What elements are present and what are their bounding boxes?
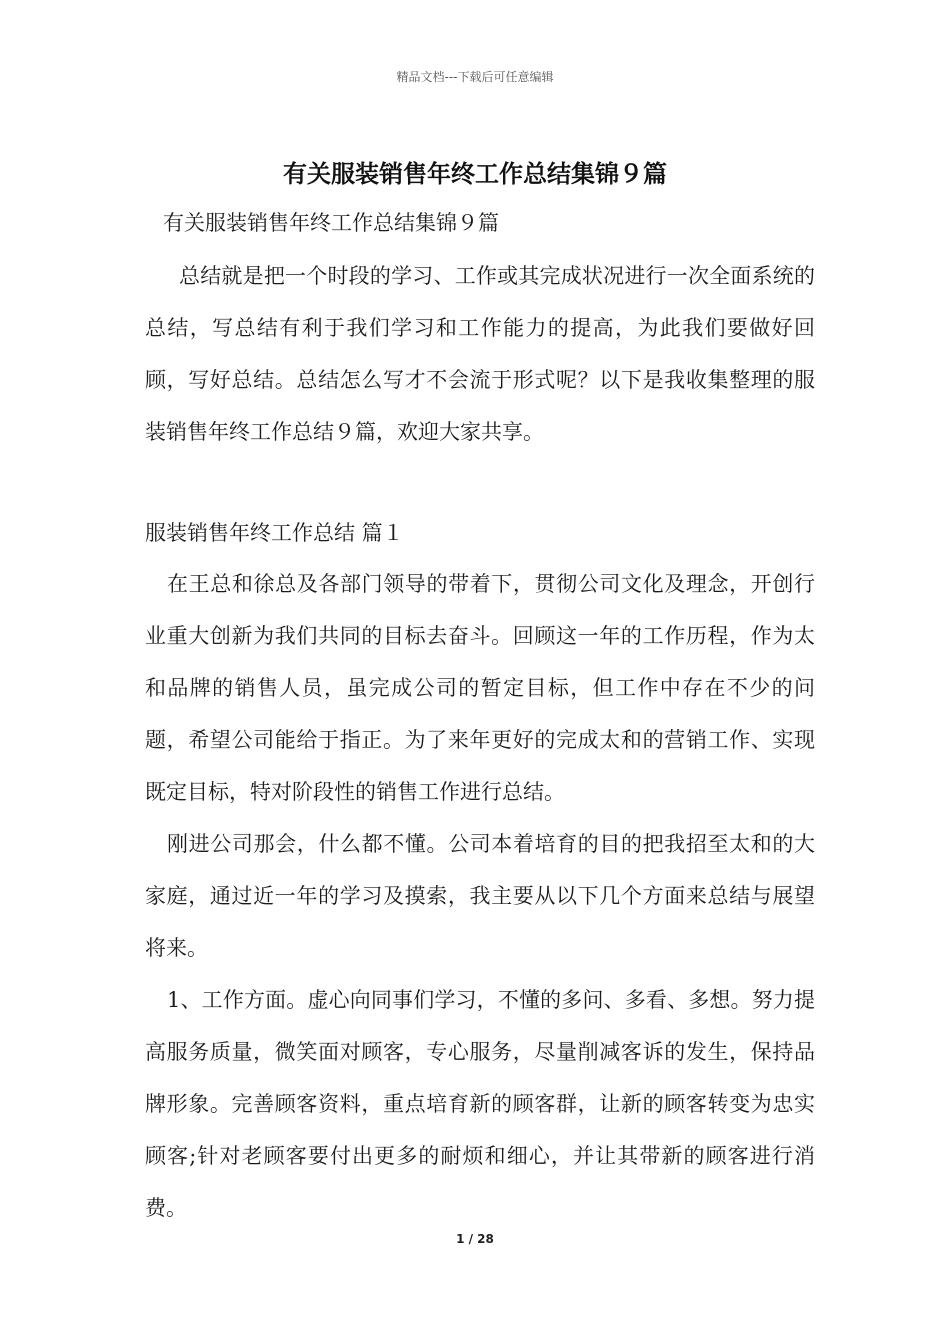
body-paragraph-2: 刚进公司那会，什么都不懂。公司本着培育的目的把我招至太和的大家庭，通过近一年的学习及摸索，我主要从以下几个方面来总结与展望将来。: [145, 832, 815, 960]
document-title: 有关服装销售年终工作总结集锦９篇: [283, 160, 667, 188]
document-body: [145, 206, 815, 1234]
header-note: 精品文档---下载后可任意编辑: [396, 70, 554, 84]
intro-paragraph: 总结就是把一个时段的学习、工作或其完成状况进行一次全面系统的总结，写总结有利于我们学习和工作能力的提高，为此我们要做好回顾，写好总结。总结怎么写才不会流于形式呢？以下是我收集整理的服装销售年终工作总结９篇，欢迎大家共享。: [145, 264, 815, 444]
page-number: 1 / 28: [456, 1232, 494, 1246]
body-paragraph-1: 在王总和徐总及各部门领导的带着下，贯彻公司文化及理念，开创行业重大创新为我们共同的目标去奋斗。回顾这一年的工作历程，作为太和品牌的销售人员，虽完成公司的暂定目标，但工作中存在不少的问题，希望公司能给于指正。为了来年更好的完成太和的营销工作、实现既定目标，特对阶段性的销售工作进行总结。: [145, 572, 815, 804]
body-paragraph-3: 1、工作方面。虚心向同事们学习，不懂的多问、多看、多想。努力提高服务质量，微笑面对顾客，专心服务，尽量削减客诉的发生，保持品牌形象。完善顾客资料，重点培育新的顾客群，让新的顾客转变为忠实顾客;针对老顾客要付出更多的耐烦和细心，并让其带新的顾客进行消费。: [145, 988, 815, 1220]
section-heading: 服装销售年终工作总结 篇１: [145, 521, 404, 545]
document-subtitle: 有关服装销售年终工作总结集锦９篇: [163, 211, 499, 235]
